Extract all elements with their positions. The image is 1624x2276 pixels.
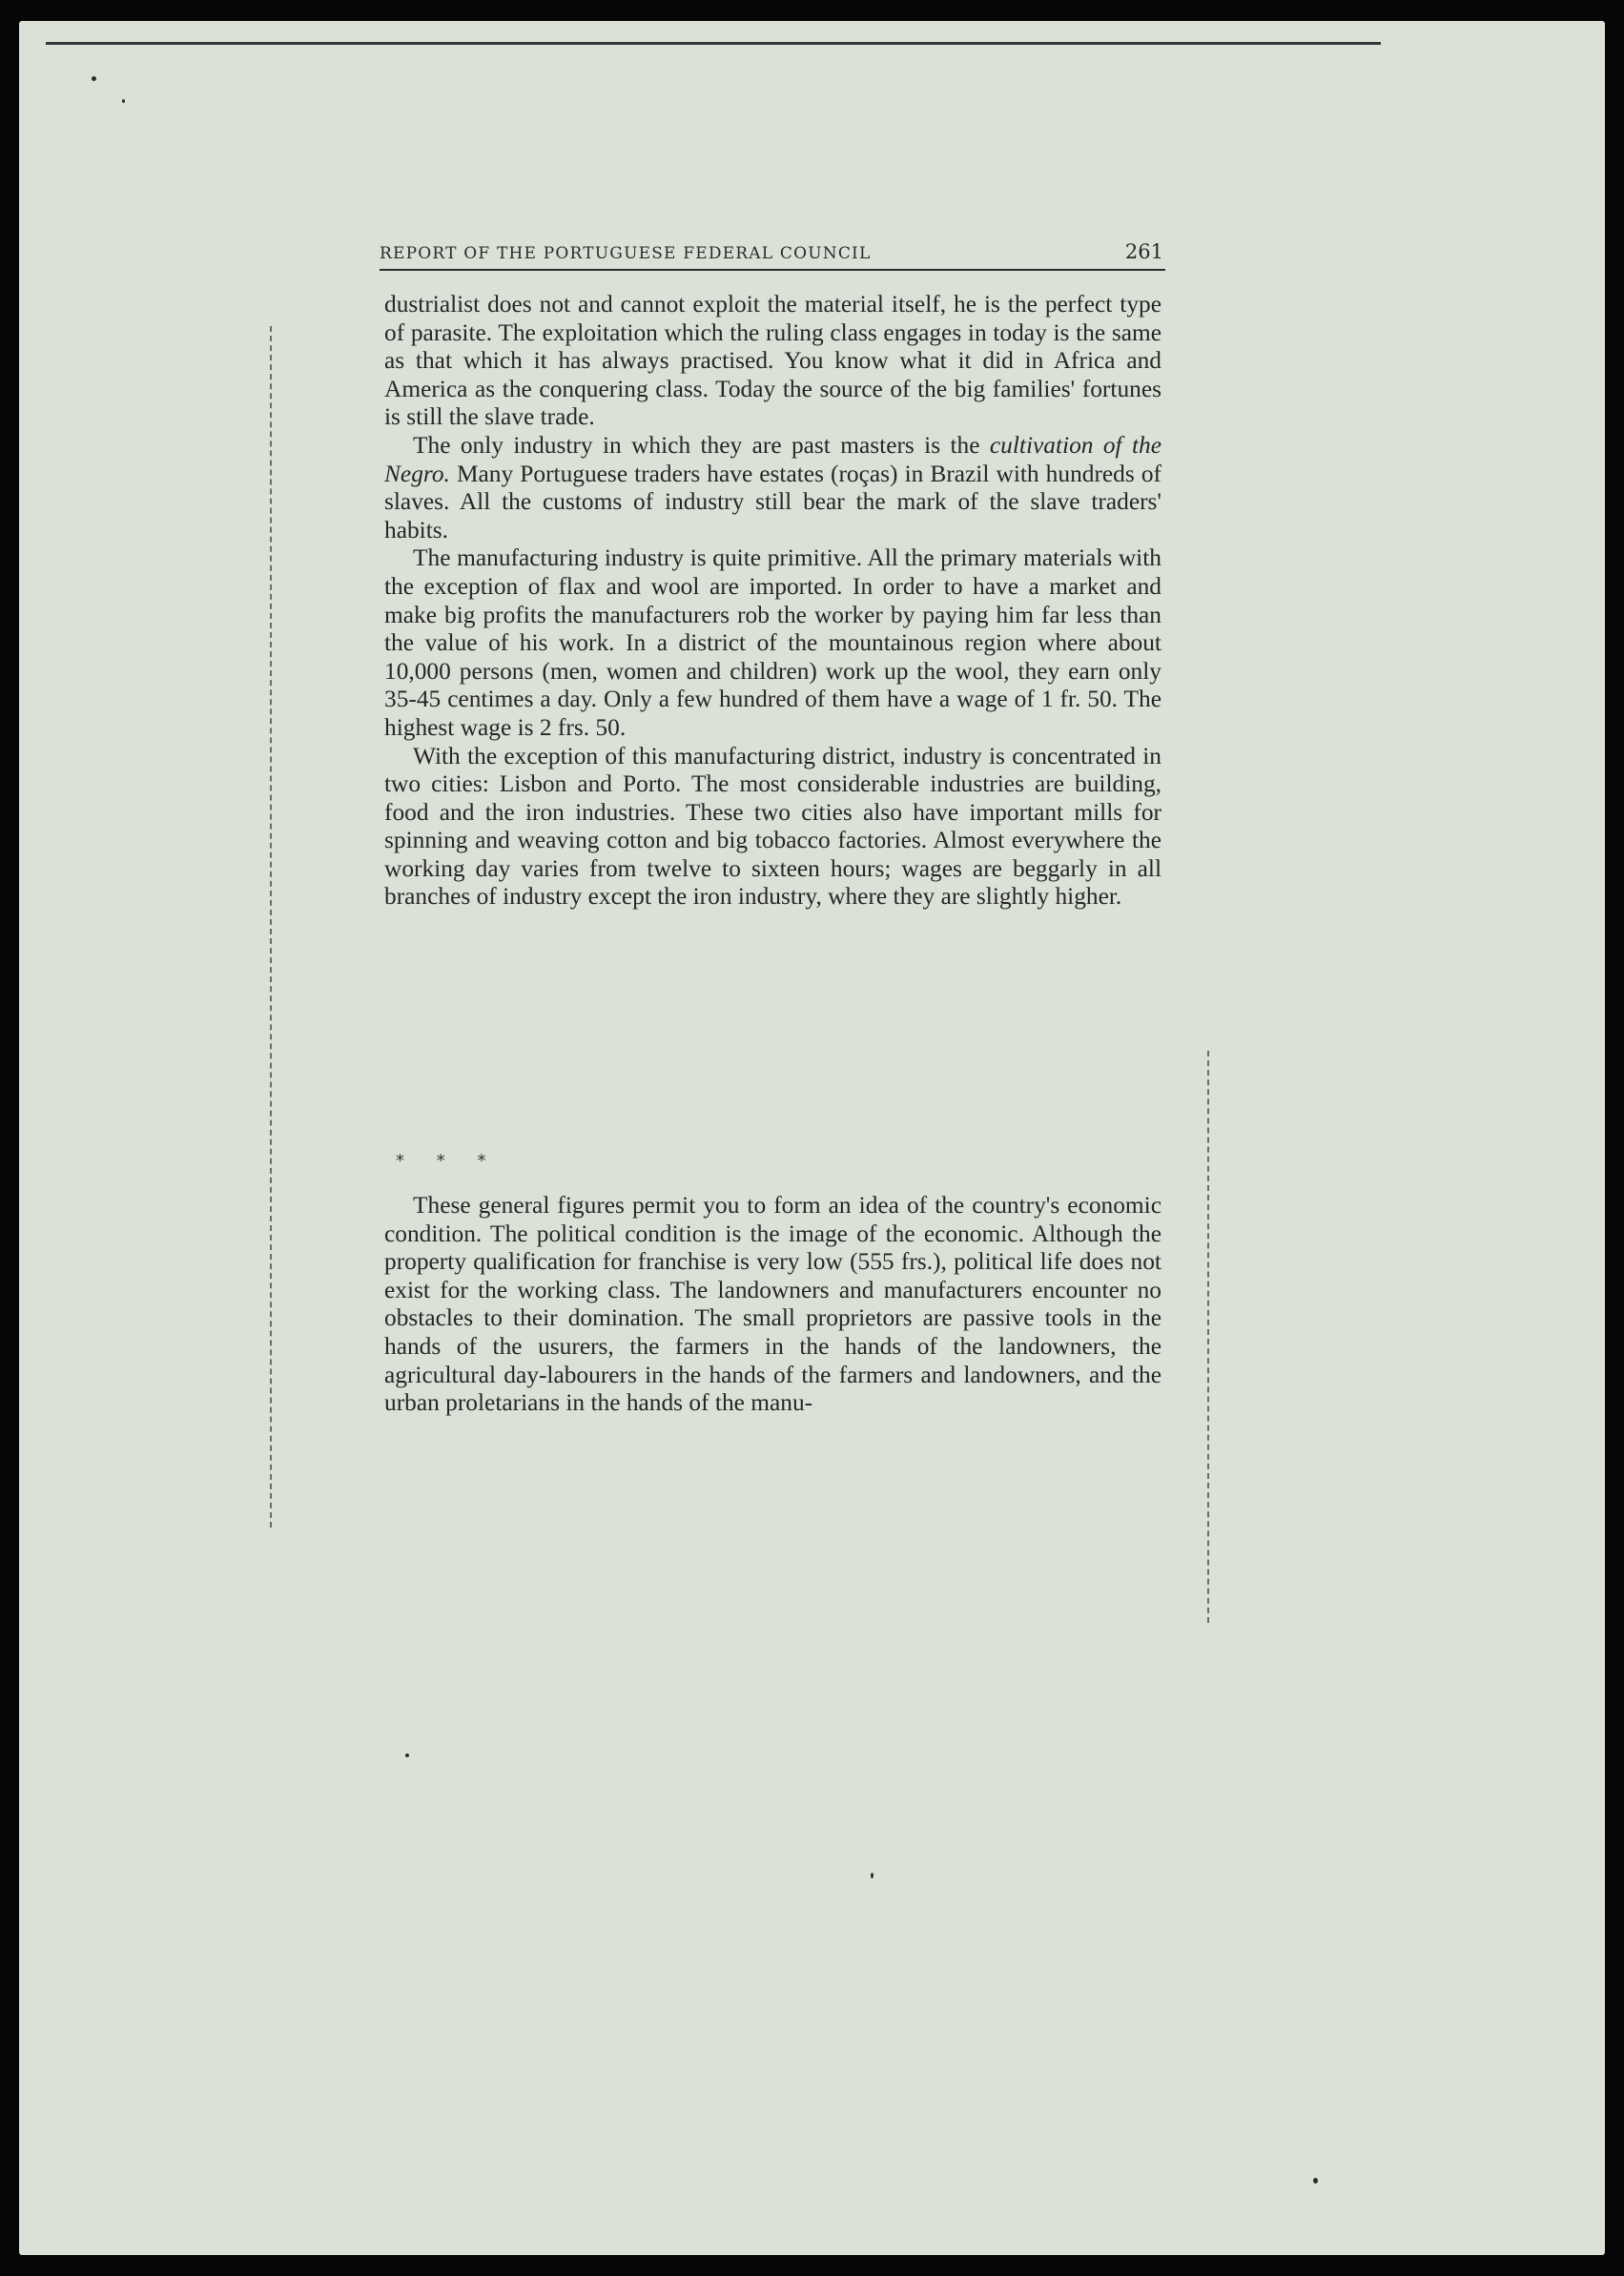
top-edge-rule bbox=[46, 42, 1381, 45]
paragraph: The manufacturing industry is quite primitive. All the primary materials with the exception of flax and wool are imported. In order to have a market and make big profits the manufacturers rob the worker by paying him far less than the value of his work. In a district of the mountainous region where about 10,000 persons (men, women and children) work up the wool, they earn only 35-45 centimes a day. Only a few hundred of them have a wage of 1 fr. 50. The highest wage is 2 frs. 50. bbox=[384, 544, 1161, 741]
main-text bbox=[384, 291, 1161, 912]
page-number: 261 bbox=[1124, 240, 1163, 263]
paragraph-text: The only industry in which they are past masters is the bbox=[413, 431, 980, 459]
main-text-continued bbox=[384, 1192, 1161, 1418]
running-title: REPORT OF THE PORTUGUESE FEDERAL COUNCIL bbox=[380, 244, 872, 263]
ink-speck bbox=[405, 1753, 409, 1757]
paragraph: dustrialist does not and cannot exploit the material itself, he is the perfect type of parasite. The exploitation which the ruling class engages in today is the same as that which it has always practised. You know what it did in Africa and America as the conquering class. Today the source of the big families' fortunes is still the slave trade. bbox=[384, 291, 1161, 431]
paragraph bbox=[384, 432, 1161, 544]
scanned-page bbox=[19, 21, 1605, 2255]
running-header bbox=[380, 231, 1165, 271]
italic-phrase: cultivation of the Negro. bbox=[384, 431, 1161, 487]
ink-speck bbox=[871, 1873, 874, 1878]
paragraph: These general figures permit you to form an idea of the country's economic condition. The political condition is the image of the economic. Although the property qualification for franchise is very low (555 frs.), political life does not exist for the working class. The landowners and manufacturers encounter no obstacles to their domination. The small proprietors are passive tools in the hands of the usurers, the farmers in the hands of the landowners, the agricultural day-labourers in the hands of the farmers and landowners, and the urban proletarians in the hands of the manu- bbox=[384, 1192, 1161, 1417]
paragraph: With the exception of this manufacturing district, industry is concentrated in two cities: Lisbon and Porto. The most considerable industries are building, food and the iron industries. These two cities also have important mills for spinning and weaving cotton and big tobacco factories. Almost everywhere the working day varies from twelve to sixteen hours; wages are beggarly in all branches of industry except the iron industry, where they are slightly higher. bbox=[384, 742, 1161, 911]
ink-speck bbox=[1313, 2178, 1318, 2184]
section-separator: * * * bbox=[396, 1151, 490, 1171]
right-margin-mark bbox=[1207, 1051, 1209, 1623]
left-margin-mark bbox=[270, 326, 272, 1528]
ink-speck bbox=[122, 99, 125, 103]
paragraph-text: Many Portuguese traders have estates (roças) in Brazil with hundreds of slaves. All the customs of industry still bear the mark of the slave traders' habits. bbox=[384, 460, 1161, 543]
ink-speck bbox=[92, 76, 96, 81]
